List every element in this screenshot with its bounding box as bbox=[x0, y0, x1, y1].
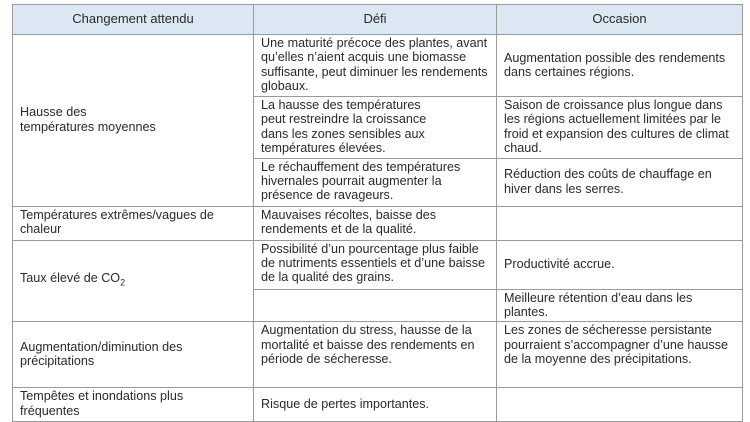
change-cell: Augmentation/diminution des précipitations bbox=[13, 322, 254, 388]
header-row bbox=[13, 5, 743, 35]
change-cell: Températures extrêmes/vagues de chaleur bbox=[13, 206, 254, 240]
opportunity-cell: Réduction des coûts de chauffage en hiver dans les serres. bbox=[497, 158, 743, 206]
change-cell: Taux élevé de $CO_2$ bbox=[13, 240, 254, 322]
challenge-cell: Mauvaises récoltes, baisse des rendements et de la qualité. bbox=[254, 206, 497, 240]
challenge-cell: La hausse des températures peut restreindre la croissance dans les zones sensibles aux températures élevées. bbox=[254, 97, 497, 159]
opportunity-cell: Meilleure rétention d’eau dans les plantes. bbox=[497, 289, 743, 322]
table-row bbox=[13, 206, 743, 240]
opportunity-cell: Productivité accrue. bbox=[497, 240, 743, 289]
header-challenge: Défi bbox=[254, 5, 497, 35]
change-cell: Tempêtes et inondations plus fréquentes bbox=[13, 388, 254, 422]
climate-change-table bbox=[12, 4, 743, 422]
table-row bbox=[13, 322, 743, 388]
challenge-cell: Le réchauffement des températures hivernales pourrait augmenter la présence de ravageurs. bbox=[254, 158, 497, 206]
header-change: Changement attendu bbox=[13, 5, 254, 35]
change-cell: Hausse des températures moyennes bbox=[13, 35, 254, 207]
opportunity-cell: Augmentation possible des rendements dans certaines régions. bbox=[497, 35, 743, 97]
table-row bbox=[13, 240, 743, 289]
opportunity-cell bbox=[497, 206, 743, 240]
opportunity-cell bbox=[497, 388, 743, 422]
challenge-cell: Possibilité d’un pourcentage plus faible de nutriments essentiels et d’une baisse de la qualité des grains. bbox=[254, 240, 497, 289]
opportunity-cell: Les zones de sécheresse persistante pourraient s’accompagner d’une hausse de la moyenne des précipitations. bbox=[497, 322, 743, 388]
challenge-cell: Augmentation du stress, hausse de la mortalité et baisse des rendements en période de sécheresse. bbox=[254, 322, 497, 388]
challenge-cell: Une maturité précoce des plantes, avant qu’elles n’aient acquis une biomasse suffisante, peut diminuer les rendements globaux. bbox=[254, 35, 497, 97]
challenge-cell: Risque de pertes importantes. bbox=[254, 388, 497, 422]
header-opportunity: Occasion bbox=[497, 5, 743, 35]
challenge-cell bbox=[254, 289, 497, 322]
opportunity-cell: Saison de croissance plus longue dans les régions actuellement limitées par le froid et expansion des cultures de climat chaud. bbox=[497, 97, 743, 159]
table-row bbox=[13, 388, 743, 422]
table-row bbox=[13, 35, 743, 97]
